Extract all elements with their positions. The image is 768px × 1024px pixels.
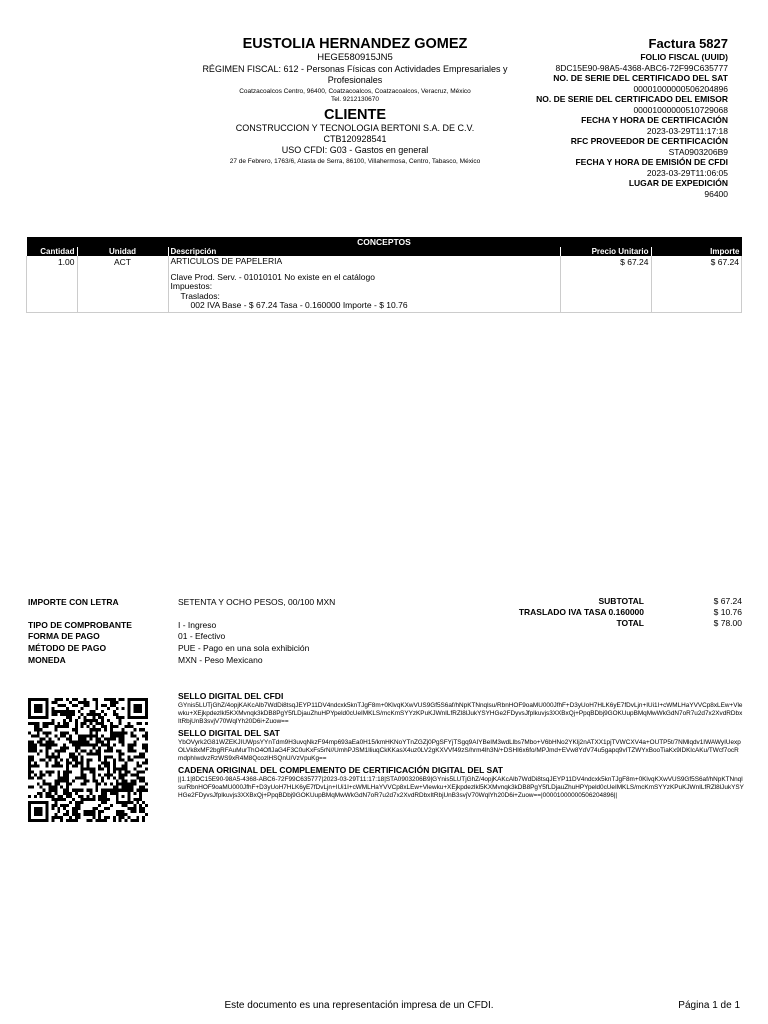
cell-cantidad: 1.00 <box>27 256 78 312</box>
field-label: NO. DE SERIE DEL CERTIFICADO DEL EMISOR <box>536 94 728 104</box>
conceptos-table <box>26 237 742 313</box>
field-value: 96400 <box>704 188 728 199</box>
client-uso-cfdi: USO CFDI: G03 - Gastos en general <box>281 145 429 155</box>
field-label: FECHA Y HORA DE CERTIFICACIÓN <box>581 115 728 125</box>
importe-letra-label: IMPORTE CON LETRA <box>28 597 119 607</box>
table-row <box>27 256 742 312</box>
subtotal-row <box>470 596 742 607</box>
client-heading: CLIENTE <box>323 107 387 123</box>
total-label: TOTAL <box>616 618 644 628</box>
subtotal-value: $ 67.24 <box>713 596 742 606</box>
subtotal-label: SUBTOTAL <box>598 596 644 606</box>
qr-code <box>28 698 148 822</box>
issuer-regimen: RÉGIMEN FISCAL: 612 - Personas Físicas con Actividades Empresariales y Profesionales <box>202 64 508 85</box>
invoice-title: Factura 5827 <box>648 36 728 51</box>
header-cantidad: Cantidad <box>27 247 78 256</box>
forma-pago-label: FORMA DE PAGO <box>28 631 100 641</box>
moneda: MXN - Peso Mexicano <box>178 655 263 665</box>
client-rfc: CTB120928541 <box>323 134 387 144</box>
issuer-address: Coatzacoalcos Centro, 96400, Coatzacoalcos, Coatzacoalcos, Veracruz, México <box>239 88 471 95</box>
total-value: $ 78.00 <box>713 618 742 628</box>
iva-value: $ 10.76 <box>713 607 742 617</box>
sello-sat-title: SELLO DIGITAL DEL SAT <box>178 728 280 738</box>
clave-prod-serv: Clave Prod. Serv. - 01010101 No existe en el catálogo <box>170 271 375 282</box>
header-unidad: Unidad <box>77 247 168 256</box>
sello-cfdi-title: SELLO DIGITAL DEL CFDI <box>178 691 284 701</box>
totals-block <box>470 596 742 629</box>
forma-pago: 01 - Efectivo <box>178 631 226 641</box>
sello-sat: YbOVyrk2G81WZEKJIUWpsYYnTdm9H3uvqNkzF94mp693aEa0H15/kmHKNoYTnZGZj0PgSFYjTSgq9AIYBeIM3wdLlbs7Mbo+V6bHNo2YKlj2nATXX1pjTVWCXV4a+OUTP5t/7NMlqdv1IWAWyIUexpOLVk8xMF2bgRFAuMurThO4OflJaG4F3C0uKxFs5rN//UmhPJSM1lliuqCkKKasX4uz0LV2gKXVVf49zS/hrm4lh3N/+DSHI6x6fo/MPJmd+EVw8YdV74u5gapq9vITZWYxBooTiaKx9IDKlcAKu/TWcf7ocRmdphIwdvzRzWS9xR4M8QcozlHSQnU/VzVpuKg== <box>178 739 741 762</box>
field-label: NO. DE SERIE DEL CERTIFICADO DEL SAT <box>553 73 728 83</box>
iva-row <box>470 607 742 618</box>
issuer-tel: Tel. 9212130670 <box>330 96 380 103</box>
cadena-original-title: CADENA ORIGINAL DEL COMPLEMENTO DE CERTIFICACIÓN DIGITAL DEL SAT <box>178 765 503 775</box>
total-row <box>470 618 742 629</box>
qr-modules <box>28 698 148 822</box>
field-value: 2023-03-29T11:17:18 <box>646 125 728 136</box>
importe-letra: SETENTA Y OCHO PESOS, 00/100 MXN <box>178 597 336 607</box>
field-label: FECHA Y HORA DE EMISIÓN DE CFDI <box>575 157 728 167</box>
impuestos-label: Impuestos: <box>170 281 213 291</box>
header-descripcion: Descripción <box>168 247 560 256</box>
descripcion-text: ARTICULOS DE PAPELERIA <box>170 256 283 266</box>
cell-descripcion <box>168 256 560 312</box>
cadena-original: ||1.1|8DC15E90-98A5-4368-ABC6-72F99C635777|2023-03-29T11:17:18|STA0903206B9|GYnis5LUTjGhZ/4opjKAKcAlb7WdDi8tsqJEYP11DV4ndcxk5knTJgF8m+0KlvqKXwVUS9Gf5S6af/hNpKTNnqlsu/RbnHOF9oaMU000JfhF+D3yUoH7HLK6yE7fDvLjn+IUi1I+cWMLHaYVVCp8xLEw+Vlewku+XEjkpdezlkl5KXMvnqk3kDB8PgY5fLDjauZhuHPYpeld0cUeIMKLS/mcKmSYYzKPuKJWnILfRZl8lJukYSYHGe2FDyvsJfplkuvjs3XXBxQj+PpqBDbj9GOKUupBMqMwWkGdN7oR7u2d7x2XvdRDbxItRbjUnB3svjV70WqlYh20D6i+Zuow==|00001000000506204896|| <box>178 776 744 799</box>
metodo-pago-label: MÉTODO DE PAGO <box>28 643 107 653</box>
cell-precio: $ 67.24 <box>560 256 651 312</box>
tipo-comprobante: I - Ingreso <box>178 620 217 630</box>
field-label: FOLIO FISCAL (UUID) <box>640 52 728 62</box>
header-precio: Precio Unitario <box>560 247 651 256</box>
issuer-rfc: HEGE580915JN5 <box>317 52 393 63</box>
cell-importe: $ 67.24 <box>651 256 742 312</box>
conceptos-title: CONCEPTOS <box>27 237 742 247</box>
field-label: RFC PROVEEDOR DE CERTIFICACIÓN <box>570 136 728 146</box>
traslados-label: Traslados: <box>180 290 220 301</box>
moneda-label: MONEDA <box>28 655 66 665</box>
sello-cfdi: GYnis5LUTjGhZ/4opjKAKcAlb7WdDi8tsqJEYP11DV4ndcxk5knTJgF8m+0KlvqKXwVUS9Gf5S6af/hNpKTNnqlsu/RbnHOF9oaMU000JfhF+D3yUoH7HLK6yE7fDvLjn+IUi1I+cWMLHaYVVCp8xLEw+Vlewku+XEjkpdezlkl5KXMvnqk3kDB8PgY5fLDjauZhuHPYpeld0cUeIMKLS/mcKmSYYzKPuKJWnILfRZl8lJukYSYHGe2FDyvsJfplkuvjs3XXBxQj+PpqBDbj9GOKUupBMqMwWkGdN7oR7u2d7x2XvdRDbxItRbjUnB3svjV70WqlYh20D6i+Zuow== <box>178 702 743 725</box>
field-value: 2023-03-29T11:06:05 <box>646 167 728 178</box>
iva-label: TRASLADO IVA TASA 0.160000 <box>518 607 644 617</box>
invoice-info <box>468 36 728 199</box>
field-value: 00001000000506204896 <box>633 83 728 94</box>
tipo-comprobante-label: TIPO DE COMPROBANTE <box>28 620 132 630</box>
traslado-detalle: 002 IVA Base - $ 67.24 Tasa - 0.160000 Importe - $ 10.76 <box>190 300 408 310</box>
field-value: STA0903206B9 <box>668 146 728 157</box>
issuer-name: EUSTOLIA HERNANDEZ GOMEZ <box>242 36 468 52</box>
sellos-block <box>178 689 744 800</box>
conceptos-title-row <box>27 237 742 247</box>
footer-text: Este documento es una representación impresa de un CFDI. <box>224 1000 494 1011</box>
field-value: 8DC15E90-98A5-4368-ABC6-72F99C635777 <box>555 62 728 73</box>
header-importe: Importe <box>651 247 742 256</box>
metodo-pago: PUE - Pago en una sola exhibición <box>178 643 310 653</box>
conceptos-header-row <box>27 247 742 256</box>
cell-unidad: ACT <box>77 256 168 312</box>
client-address: 27 de Febrero, 1763/6, Atasta de Serra, 86100, Villahermosa, Centro, Tabasco, México <box>229 158 481 165</box>
page-number: Página 1 de 1 <box>678 1000 740 1011</box>
client-name: CONSTRUCCION Y TECNOLOGIA BERTONI S.A. DE C.V. <box>235 123 475 133</box>
field-label: LUGAR DE EXPEDICIÓN <box>628 178 728 188</box>
field-value: 00001000000510729068 <box>633 104 728 115</box>
